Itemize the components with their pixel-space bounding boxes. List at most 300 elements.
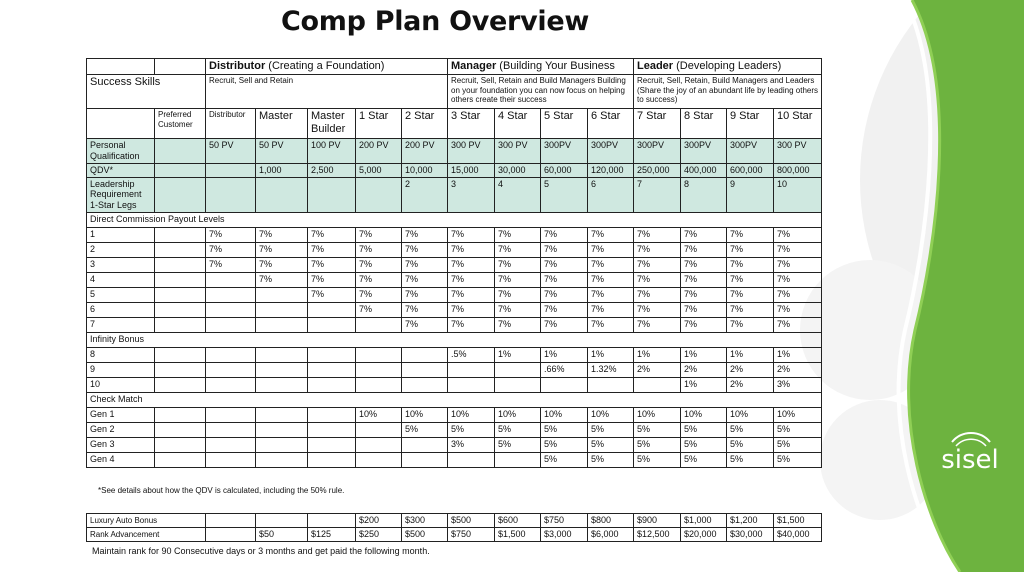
row-label: 9 bbox=[87, 362, 155, 377]
table-cell: 7% bbox=[541, 287, 588, 302]
bonus-cell: $125 bbox=[308, 528, 356, 542]
table-cell: 7% bbox=[681, 257, 727, 272]
section-header-row bbox=[87, 212, 822, 227]
table-cell: 5% bbox=[588, 437, 634, 452]
table-cell bbox=[356, 452, 402, 467]
bonus-cell: $12,500 bbox=[634, 528, 681, 542]
bonus-cell: $3,000 bbox=[541, 528, 588, 542]
table-cell bbox=[402, 362, 448, 377]
table-cell: 5% bbox=[448, 422, 495, 437]
table-cell bbox=[495, 377, 541, 392]
table-cell: 2% bbox=[727, 377, 774, 392]
table-cell: 7% bbox=[402, 242, 448, 257]
group-leader: Leader (Developing Leaders) bbox=[634, 59, 822, 75]
table-cell: 7% bbox=[206, 257, 256, 272]
table-cell: 7% bbox=[774, 287, 822, 302]
requirement-cell bbox=[155, 139, 206, 164]
table-cell: 7% bbox=[402, 272, 448, 287]
requirement-cell: 6 bbox=[588, 177, 634, 212]
table-cell: .5% bbox=[448, 347, 495, 362]
table-cell bbox=[206, 272, 256, 287]
table-row bbox=[87, 257, 822, 272]
table-cell: 10% bbox=[495, 407, 541, 422]
requirement-cell: 5,000 bbox=[356, 163, 402, 177]
requirement-cell: 3 bbox=[448, 177, 495, 212]
row-label: 8 bbox=[87, 347, 155, 362]
row-label: 5 bbox=[87, 287, 155, 302]
table-cell bbox=[155, 272, 206, 287]
table-cell: 7% bbox=[541, 242, 588, 257]
requirement-cell: 600,000 bbox=[727, 163, 774, 177]
rank-header: 2 Star bbox=[402, 109, 448, 139]
bonus-cell: $500 bbox=[402, 528, 448, 542]
table-cell bbox=[256, 317, 308, 332]
table-cell: 5% bbox=[727, 437, 774, 452]
table-cell: 5% bbox=[402, 422, 448, 437]
rank-header: 7 Star bbox=[634, 109, 681, 139]
requirement-cell: 7 bbox=[634, 177, 681, 212]
requirement-label: Leadership Requirement 1-Star Legs bbox=[87, 177, 155, 212]
requirement-cell: 1,000 bbox=[256, 163, 308, 177]
table-cell: 5% bbox=[774, 422, 822, 437]
table-cell: 7% bbox=[727, 227, 774, 242]
table-cell bbox=[256, 452, 308, 467]
table-cell: 5% bbox=[634, 437, 681, 452]
table-cell: 2% bbox=[681, 362, 727, 377]
logo-swirl-icon bbox=[952, 433, 990, 442]
row-label: Gen 3 bbox=[87, 437, 155, 452]
sisel-logo bbox=[930, 428, 1010, 476]
table-cell: 5% bbox=[681, 452, 727, 467]
requirement-cell: 300PV bbox=[681, 139, 727, 164]
table-cell: 5% bbox=[681, 437, 727, 452]
table-cell bbox=[356, 317, 402, 332]
bonus-cell: $600 bbox=[495, 514, 541, 528]
bonus-cell: $250 bbox=[356, 528, 402, 542]
table-cell: 10% bbox=[774, 407, 822, 422]
table-row bbox=[87, 377, 822, 392]
table-cell bbox=[588, 377, 634, 392]
requirement-label: Personal Qualification bbox=[87, 139, 155, 164]
bonus-cell: $200 bbox=[356, 514, 402, 528]
table-cell: 5% bbox=[588, 422, 634, 437]
table-cell bbox=[356, 377, 402, 392]
table-cell: 7% bbox=[402, 287, 448, 302]
table-cell: 7% bbox=[634, 257, 681, 272]
table-cell bbox=[495, 452, 541, 467]
bonus-cell: $900 bbox=[634, 514, 681, 528]
table-cell: 7% bbox=[774, 257, 822, 272]
table-cell: 7% bbox=[541, 272, 588, 287]
table-cell bbox=[308, 452, 356, 467]
bonus-cell bbox=[206, 514, 256, 528]
group-manager: Manager (Building Your Business bbox=[448, 59, 634, 75]
table-cell: 7% bbox=[634, 242, 681, 257]
table-cell: 7% bbox=[448, 317, 495, 332]
section-title: Infinity Bonus bbox=[87, 332, 822, 347]
bonus-cell: $300 bbox=[402, 514, 448, 528]
table-cell bbox=[256, 377, 308, 392]
table-cell: 7% bbox=[448, 257, 495, 272]
requirement-cell: 200 PV bbox=[356, 139, 402, 164]
table-cell: 5% bbox=[541, 437, 588, 452]
requirement-cell: 2,500 bbox=[308, 163, 356, 177]
table-cell: 1% bbox=[541, 347, 588, 362]
table-cell bbox=[155, 242, 206, 257]
table-cell: 7% bbox=[541, 302, 588, 317]
table-cell: 7% bbox=[588, 227, 634, 242]
table-cell: 7% bbox=[402, 257, 448, 272]
table-cell bbox=[155, 452, 206, 467]
table-cell: 7% bbox=[308, 287, 356, 302]
bonus-cell bbox=[256, 514, 308, 528]
table-cell bbox=[155, 422, 206, 437]
table-cell: 7% bbox=[495, 227, 541, 242]
table-cell: 5% bbox=[727, 422, 774, 437]
table-cell bbox=[206, 302, 256, 317]
table-cell bbox=[155, 317, 206, 332]
table-row bbox=[87, 272, 822, 287]
table-cell bbox=[155, 362, 206, 377]
table-cell bbox=[308, 437, 356, 452]
table-cell: 7% bbox=[588, 242, 634, 257]
row-label: Gen 2 bbox=[87, 422, 155, 437]
table-cell bbox=[448, 452, 495, 467]
table-cell: 7% bbox=[774, 227, 822, 242]
table-cell: 7% bbox=[308, 272, 356, 287]
bonus-cell: $50 bbox=[256, 528, 308, 542]
table-cell: 3% bbox=[448, 437, 495, 452]
group-distributor: Distributor (Creating a Foundation) bbox=[206, 59, 448, 75]
rank-header: 10 Star bbox=[774, 109, 822, 139]
row-label: 3 bbox=[87, 257, 155, 272]
table-cell: 7% bbox=[495, 302, 541, 317]
bonus-cell: $20,000 bbox=[681, 528, 727, 542]
table-cell: 7% bbox=[681, 227, 727, 242]
table-row bbox=[87, 362, 822, 377]
table-cell: 7% bbox=[356, 302, 402, 317]
table-row bbox=[87, 317, 822, 332]
table-cell bbox=[206, 452, 256, 467]
table-cell bbox=[448, 362, 495, 377]
table-cell: 10% bbox=[681, 407, 727, 422]
table-cell bbox=[402, 452, 448, 467]
footer-note: Maintain rank for 90 Consecutive days or 3 months and get paid the following month. bbox=[92, 546, 430, 556]
table-cell bbox=[356, 437, 402, 452]
section-header-row bbox=[87, 332, 822, 347]
table-cell bbox=[634, 377, 681, 392]
qdv-note: *See details about how the QDV is calculated, including the 50% rule. bbox=[98, 486, 345, 495]
table-cell bbox=[308, 347, 356, 362]
table-cell: 7% bbox=[727, 257, 774, 272]
table-row bbox=[87, 437, 822, 452]
requirement-row bbox=[87, 177, 822, 212]
table-cell: 7% bbox=[727, 317, 774, 332]
section-header-row bbox=[87, 392, 822, 407]
table-cell bbox=[308, 407, 356, 422]
bonus-cell: $1,200 bbox=[727, 514, 774, 528]
table-cell: 10% bbox=[634, 407, 681, 422]
table-cell bbox=[256, 407, 308, 422]
table-cell bbox=[155, 377, 206, 392]
requirement-cell: 30,000 bbox=[495, 163, 541, 177]
table-cell: 3% bbox=[774, 377, 822, 392]
bonus-cell: $1,000 bbox=[681, 514, 727, 528]
table-cell: 7% bbox=[727, 287, 774, 302]
table-cell: 10% bbox=[356, 407, 402, 422]
success-skills-label: Success Skills bbox=[87, 75, 206, 109]
table-cell: 7% bbox=[356, 242, 402, 257]
table-cell: 7% bbox=[588, 287, 634, 302]
table-cell bbox=[308, 317, 356, 332]
table-cell: 7% bbox=[448, 287, 495, 302]
bonus-cell: $6,000 bbox=[588, 528, 634, 542]
rank-header: Preferred Customer bbox=[155, 109, 206, 139]
table-cell: 7% bbox=[541, 317, 588, 332]
table-cell: 10% bbox=[541, 407, 588, 422]
table-row bbox=[87, 347, 822, 362]
table-cell bbox=[155, 287, 206, 302]
table-cell bbox=[256, 422, 308, 437]
table-cell bbox=[308, 362, 356, 377]
table-cell: 7% bbox=[588, 272, 634, 287]
table-cell bbox=[402, 437, 448, 452]
table-cell bbox=[308, 377, 356, 392]
rank-header: 6 Star bbox=[588, 109, 634, 139]
table-cell bbox=[256, 302, 308, 317]
table-cell: 7% bbox=[774, 272, 822, 287]
table-cell bbox=[402, 377, 448, 392]
table-cell: 7% bbox=[774, 317, 822, 332]
requirement-cell bbox=[206, 163, 256, 177]
table-cell bbox=[308, 422, 356, 437]
section-title: Direct Commission Payout Levels bbox=[87, 212, 822, 227]
table-cell bbox=[206, 437, 256, 452]
table-cell: 5% bbox=[727, 452, 774, 467]
table-cell: 7% bbox=[634, 272, 681, 287]
table-cell: 10% bbox=[727, 407, 774, 422]
table-cell: 7% bbox=[774, 242, 822, 257]
rank-header: Distributor bbox=[206, 109, 256, 139]
group-header-row bbox=[87, 59, 822, 75]
table-cell: 7% bbox=[402, 317, 448, 332]
table-cell: 7% bbox=[681, 272, 727, 287]
requirement-cell: 400,000 bbox=[681, 163, 727, 177]
table-cell: 7% bbox=[727, 302, 774, 317]
requirement-cell: 300 PV bbox=[774, 139, 822, 164]
table-cell: 5% bbox=[495, 422, 541, 437]
table-cell bbox=[308, 302, 356, 317]
bonus-row bbox=[87, 528, 822, 542]
table-cell bbox=[155, 407, 206, 422]
requirement-row bbox=[87, 139, 822, 164]
rank-header-row bbox=[87, 109, 822, 139]
table-cell: 2% bbox=[727, 362, 774, 377]
requirement-cell: 100 PV bbox=[308, 139, 356, 164]
success-skills-row bbox=[87, 75, 822, 109]
table-cell: 7% bbox=[588, 302, 634, 317]
bonus-cell: $750 bbox=[448, 528, 495, 542]
table-cell bbox=[356, 422, 402, 437]
table-cell: 7% bbox=[588, 317, 634, 332]
table-cell bbox=[206, 287, 256, 302]
table-cell: 7% bbox=[206, 227, 256, 242]
table-cell: 2% bbox=[774, 362, 822, 377]
table-cell: 1% bbox=[774, 347, 822, 362]
table-cell: 10% bbox=[402, 407, 448, 422]
table-cell bbox=[155, 257, 206, 272]
table-cell: 5% bbox=[681, 422, 727, 437]
requirement-cell: 300 PV bbox=[495, 139, 541, 164]
section-title: Check Match bbox=[87, 392, 822, 407]
table-cell: 7% bbox=[541, 257, 588, 272]
requirement-row bbox=[87, 163, 822, 177]
table-cell: 7% bbox=[308, 227, 356, 242]
table-cell: 7% bbox=[206, 242, 256, 257]
requirement-cell: 300PV bbox=[634, 139, 681, 164]
table-cell: 7% bbox=[774, 302, 822, 317]
table-cell bbox=[356, 347, 402, 362]
bonus-cell: $40,000 bbox=[774, 528, 822, 542]
table-cell: 7% bbox=[448, 272, 495, 287]
bonus-table bbox=[86, 513, 822, 542]
requirement-cell: 10 bbox=[774, 177, 822, 212]
table-cell: 5% bbox=[774, 437, 822, 452]
rank-header: 9 Star bbox=[727, 109, 774, 139]
table-cell: 5% bbox=[588, 452, 634, 467]
table-cell: 7% bbox=[402, 227, 448, 242]
requirement-cell: 300PV bbox=[727, 139, 774, 164]
table-cell: 5% bbox=[634, 422, 681, 437]
table-cell bbox=[206, 407, 256, 422]
bonus-cell: $1,500 bbox=[495, 528, 541, 542]
table-cell: 1% bbox=[681, 347, 727, 362]
table-cell: 5% bbox=[774, 452, 822, 467]
table-cell: 1% bbox=[634, 347, 681, 362]
requirement-cell: 50 PV bbox=[256, 139, 308, 164]
table-cell bbox=[495, 362, 541, 377]
table-cell bbox=[256, 437, 308, 452]
table-cell bbox=[402, 347, 448, 362]
row-label: Gen 4 bbox=[87, 452, 155, 467]
table-cell: 7% bbox=[634, 227, 681, 242]
table-cell: 5% bbox=[541, 452, 588, 467]
row-label: 4 bbox=[87, 272, 155, 287]
requirement-cell: 250,000 bbox=[634, 163, 681, 177]
requirement-cell: 4 bbox=[495, 177, 541, 212]
table-cell: 2% bbox=[634, 362, 681, 377]
requirement-cell bbox=[206, 177, 256, 212]
bonus-cell: $750 bbox=[541, 514, 588, 528]
rank-header: 1 Star bbox=[356, 109, 402, 139]
table-row bbox=[87, 227, 822, 242]
rank-header: 4 Star bbox=[495, 109, 541, 139]
bonus-row bbox=[87, 514, 822, 528]
comp-plan-table bbox=[86, 58, 822, 468]
bonus-label: Luxury Auto Bonus bbox=[87, 514, 206, 528]
requirement-cell: 8 bbox=[681, 177, 727, 212]
rank-header: Master bbox=[256, 109, 308, 139]
requirement-cell: 60,000 bbox=[541, 163, 588, 177]
table-cell: 10% bbox=[588, 407, 634, 422]
bonus-cell: $800 bbox=[588, 514, 634, 528]
table-cell: 1% bbox=[495, 347, 541, 362]
table-cell: 1% bbox=[588, 347, 634, 362]
requirement-cell bbox=[155, 163, 206, 177]
requirement-cell bbox=[308, 177, 356, 212]
requirement-cell: 300PV bbox=[541, 139, 588, 164]
table-row bbox=[87, 242, 822, 257]
row-label: 7 bbox=[87, 317, 155, 332]
requirement-cell bbox=[256, 177, 308, 212]
table-cell: 7% bbox=[681, 242, 727, 257]
logo-text: sisel bbox=[941, 445, 999, 475]
success-skills-manager: Recruit, Sell, Retain and Build Managers Building on your foundation you can now focus on helping others create their success bbox=[448, 75, 634, 109]
table-cell: 7% bbox=[495, 317, 541, 332]
table-cell: 7% bbox=[681, 302, 727, 317]
table-row bbox=[87, 287, 822, 302]
requirement-cell: 800,000 bbox=[774, 163, 822, 177]
table-cell bbox=[155, 227, 206, 242]
requirement-cell: 300 PV bbox=[448, 139, 495, 164]
table-cell: 7% bbox=[681, 287, 727, 302]
requirement-cell: 15,000 bbox=[448, 163, 495, 177]
requirement-cell: 2 bbox=[402, 177, 448, 212]
table-cell: 7% bbox=[634, 317, 681, 332]
table-cell: 7% bbox=[727, 242, 774, 257]
table-cell: .66% bbox=[541, 362, 588, 377]
table-cell bbox=[256, 347, 308, 362]
bonus-cell: $30,000 bbox=[727, 528, 774, 542]
table-cell bbox=[541, 377, 588, 392]
table-cell: 7% bbox=[308, 242, 356, 257]
table-row bbox=[87, 302, 822, 317]
requirement-cell: 120,000 bbox=[588, 163, 634, 177]
requirement-cell bbox=[155, 177, 206, 212]
table-cell bbox=[206, 362, 256, 377]
table-cell bbox=[356, 362, 402, 377]
requirement-cell: 10,000 bbox=[402, 163, 448, 177]
rank-header: Master Builder bbox=[308, 109, 356, 139]
table-cell bbox=[206, 377, 256, 392]
table-cell: 5% bbox=[495, 437, 541, 452]
table-cell bbox=[448, 377, 495, 392]
bonus-cell: $1,500 bbox=[774, 514, 822, 528]
rank-header: 5 Star bbox=[541, 109, 588, 139]
requirement-label: QDV* bbox=[87, 163, 155, 177]
table-cell: 1% bbox=[681, 377, 727, 392]
table-cell bbox=[206, 317, 256, 332]
table-cell: 7% bbox=[356, 287, 402, 302]
bonus-cell: $500 bbox=[448, 514, 495, 528]
success-skills-distributor: Recruit, Sell and Retain bbox=[206, 75, 448, 109]
requirement-cell: 5 bbox=[541, 177, 588, 212]
table-cell: 7% bbox=[541, 227, 588, 242]
table-cell bbox=[256, 287, 308, 302]
row-label: Gen 1 bbox=[87, 407, 155, 422]
table-cell bbox=[155, 347, 206, 362]
rank-header: 3 Star bbox=[448, 109, 495, 139]
table-row bbox=[87, 422, 822, 437]
rank-header: 8 Star bbox=[681, 109, 727, 139]
bonus-cell bbox=[206, 528, 256, 542]
table-cell: 7% bbox=[681, 317, 727, 332]
table-cell: 7% bbox=[256, 242, 308, 257]
row-label: 1 bbox=[87, 227, 155, 242]
table-cell: 1% bbox=[727, 347, 774, 362]
success-skills-leader: Recruit, Sell, Retain, Build Managers and Leaders (Share the joy of an abundant life by leading others to success) bbox=[634, 75, 822, 109]
requirement-cell: 300PV bbox=[588, 139, 634, 164]
